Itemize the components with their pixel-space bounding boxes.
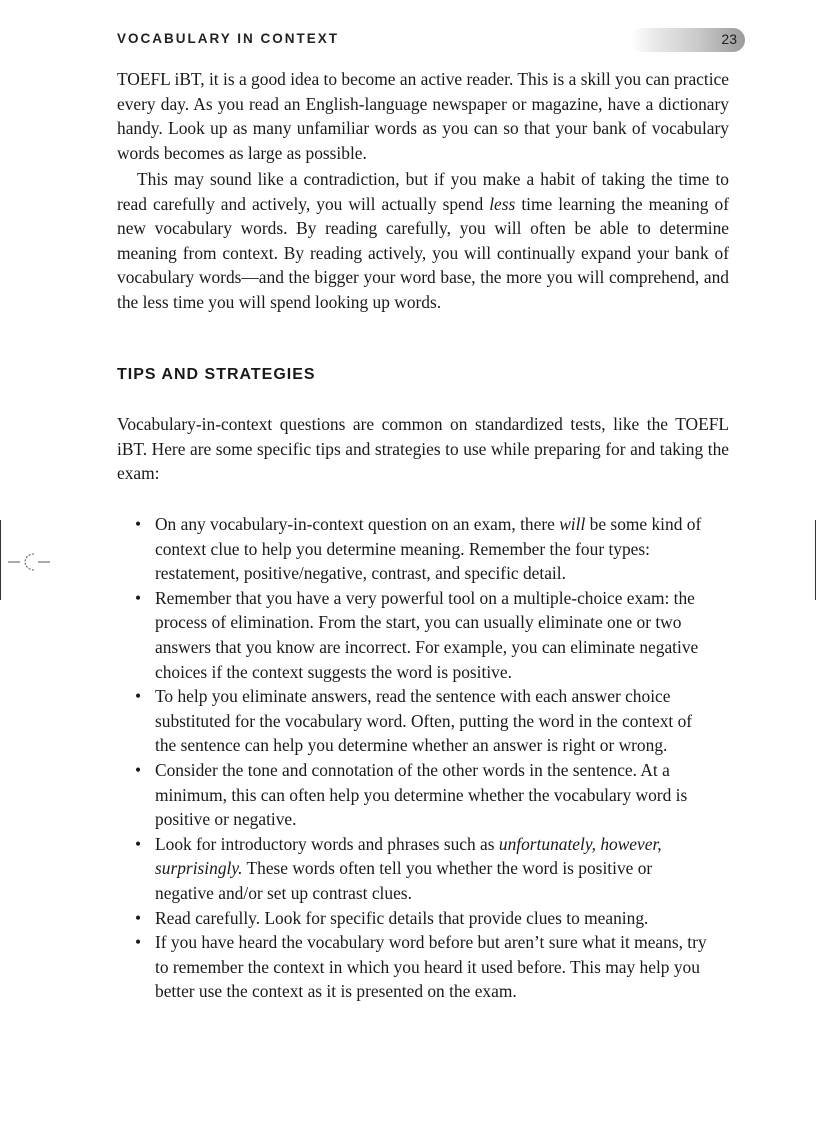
tip-item-7: • If you have heard the vocabulary word before but aren’t sure what it means, try to remember the context in which you heard it used before. This may help you better use the context as it is presented on the exam. xyxy=(135,932,707,1002)
emphasis-less: less xyxy=(489,193,516,214)
bullet-icon: • xyxy=(135,907,142,928)
bullet-icon: • xyxy=(135,759,142,780)
registration-mark-icon xyxy=(8,550,50,574)
section-intro: Vocabulary-in-context questions are common on standardized tests, like the TOEFL iBT. Here are some specific tips and strategies to use while preparing for and taking the exam: xyxy=(117,414,729,484)
tip-item-6: • Read carefully. Look for specific details that provide clues to meaning. xyxy=(155,906,711,931)
section-heading: TIPS AND STRATEGIES xyxy=(117,366,316,383)
bullet-icon: • xyxy=(135,686,142,707)
tip-item-2: • Remember that you have a very powerful tool on a multiple-choice exam: the process of elimination. From the start, you can usually eliminate one or two answers that you know are incorrect. For example, you can eliminate negative choices if the context suggests the word is positive. xyxy=(135,587,699,682)
body-paragraph-1: TOEFL iBT, it is a good idea to become an active reader. This is a skill you can practice every day. As you read an English-language newspaper or magazine, have a dictionary handy. Look up as many unfamiliar words as you can so that your bank of vocabulary words becomes as large as possible. xyxy=(117,69,729,163)
tip-item-3: • To help you eliminate answers, read the sentence with each answer choice substituted for the vocabulary word. Often, putting the word in the context of the sentence can help you determine whether an answer is right or wrong. xyxy=(135,686,693,756)
page-number-tab xyxy=(630,28,745,52)
bullet-icon: • xyxy=(135,833,142,854)
bullet-icon: • xyxy=(135,932,142,953)
running-head: VOCABULARY IN CONTEXT xyxy=(117,31,340,46)
tip-item-4: • Consider the tone and connotation of the other words in the sentence. At a minimum, this can often help you determine whether the vocabulary word is positive or negative. xyxy=(135,759,688,830)
body-paragraph-2: This may sound like a contradiction, but if you make a habit of taking the time to read carefully and actively, you will actually spend less time learning the meaning of new vocabulary words. By reading carefully, you will often be able to determine meaning from context. By reading actively, you will continually expand your bank of vocabulary words—and the bigger your word base, the more you will comprehend, and the less time you will spend looking up words. xyxy=(117,169,729,312)
bullet-icon: • xyxy=(135,587,142,608)
tip-item-1: • On any vocabulary-in-context question on an exam, there will be some kind of context clue to help you determine meaning. Remember the four types: restatement, positive/negative, contrast, and specific detail. xyxy=(135,514,702,584)
page-number: 23 xyxy=(721,31,737,47)
tip-item-5: • Look for introductory words and phrases such as unfortunately, however, surprisingly. These words often tell you whether the word is positive or negative and/or set up contrast clues. xyxy=(135,833,662,903)
crop-mark-left xyxy=(0,520,1,600)
bullet-icon: • xyxy=(135,514,142,534)
tips-list xyxy=(135,512,711,1004)
